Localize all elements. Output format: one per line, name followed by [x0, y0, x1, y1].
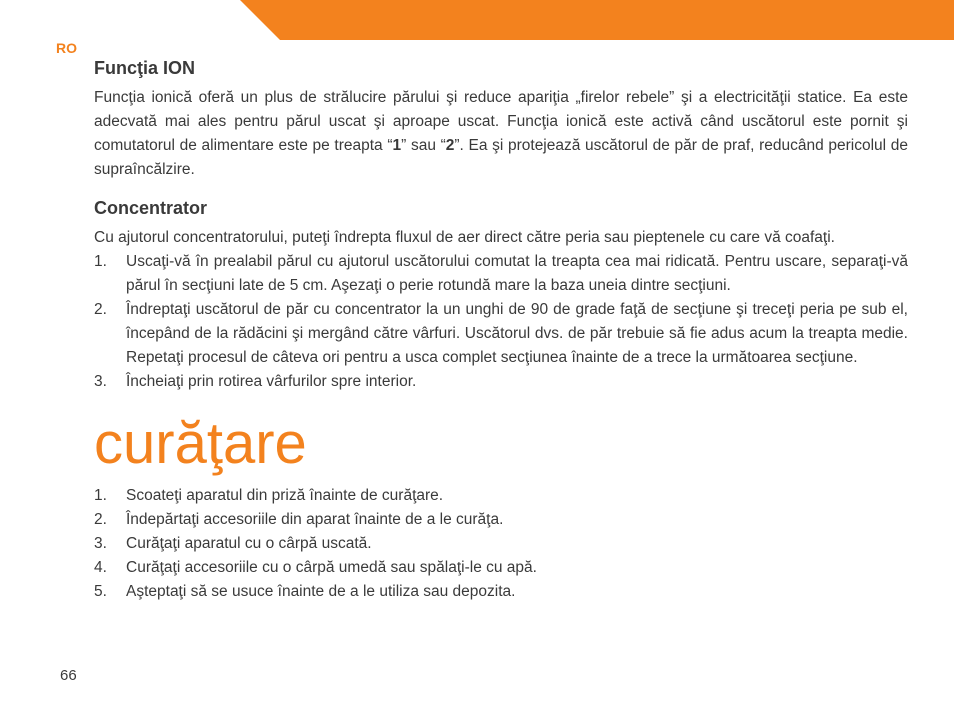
ion-text-mid: ” sau “	[401, 137, 446, 154]
list-item	[94, 580, 908, 604]
list-item	[94, 532, 908, 556]
list-item	[94, 484, 908, 508]
list-item	[94, 556, 908, 580]
list-item	[94, 250, 908, 298]
ion-setting-2: 2	[445, 137, 455, 154]
list-item	[94, 508, 908, 532]
language-code: RO	[56, 40, 77, 56]
section-title-concentrator: Concentrator	[94, 198, 208, 218]
list-item-text: Curăţaţi aparatul cu o cârpă uscată.	[126, 535, 372, 552]
page-content	[94, 56, 908, 604]
page-number: 66	[60, 667, 77, 684]
list-item-text: Încheiaţi prin rotirea vârfurilor spre interior.	[126, 373, 417, 390]
list-item-number: 1.	[94, 487, 107, 504]
list-item-text: Uscaţi-vă în prealabil părul cu ajutorul uscătorului comutat la treapta cea mai ridicată. Pentru uscare, separaţi-vă părul în secţiuni late de 5 cm. Aşezaţi o perie rotundă mare la baza uneia dintre secţiuni.	[126, 253, 908, 294]
ion-text-after: ”. Ea şi protejează uscătorul de păr de praf, reducând pericolul de supraîncălzire.	[94, 137, 909, 178]
list-item-number: 1.	[94, 253, 107, 270]
list-item-number: 3.	[94, 373, 107, 390]
cleaning-steps	[94, 484, 908, 604]
list-item-text: Curăţaţi accesoriile cu o cârpă umedă sau spălaţi-le cu apă.	[126, 559, 537, 576]
list-item-text: Îndreptaţi uscătorul de păr cu concentrator la un unghi de 90 de grade faţă de secţiune şi treceţi peria pe sub el, începând de la rădăcini şi mergând către vârfuri. Uscătorul dvs. de păr trebuie să fie adus acum la treapta medie. Repetaţi procesul de câteva ori pentru a usca complet secţiunea înainte de a trece la următoarea secţiune.	[126, 301, 908, 366]
list-item-text: Îndepărtaţi accesoriile din aparat înainte de a le curăţa.	[126, 511, 504, 528]
list-item-text: Scoateţi aparatul din priză înainte de curăţare.	[126, 487, 444, 504]
ion-paragraph	[94, 86, 908, 182]
list-item-text: Aşteptaţi să se usuce înainte de a le utiliza sau depozita.	[126, 583, 516, 600]
concentrator-intro: Cu ajutorul concentratorului, puteţi îndrepta fluxul de aer direct către peria sau pieptenele cu care vă coafaţi.	[94, 229, 835, 246]
list-item-number: 5.	[94, 583, 107, 600]
ion-setting-1: 1	[392, 137, 402, 154]
list-item-number: 3.	[94, 535, 107, 552]
concentrator-steps	[94, 250, 908, 394]
list-item-number: 2.	[94, 301, 107, 318]
header-accent-tab	[240, 0, 954, 40]
ion-text-before: Funcţia ionică oferă un plus de strălucire părului şi reduce apariţia „firelor rebele” şi a electricităţii statice. Ea este adecvată mai ales pentru părul uscat şi aproape uscat. Funcţia ionică este activă când uscătorul este pornit şi comutatorul de alimentare este pe treapta “	[94, 89, 908, 154]
list-item-number: 4.	[94, 559, 107, 576]
list-item	[94, 298, 908, 370]
section-title-cleaning: curăţare	[94, 411, 307, 476]
list-item	[94, 370, 908, 394]
list-item-number: 2.	[94, 511, 107, 528]
section-title-ion: Funcţia ION	[94, 58, 196, 78]
